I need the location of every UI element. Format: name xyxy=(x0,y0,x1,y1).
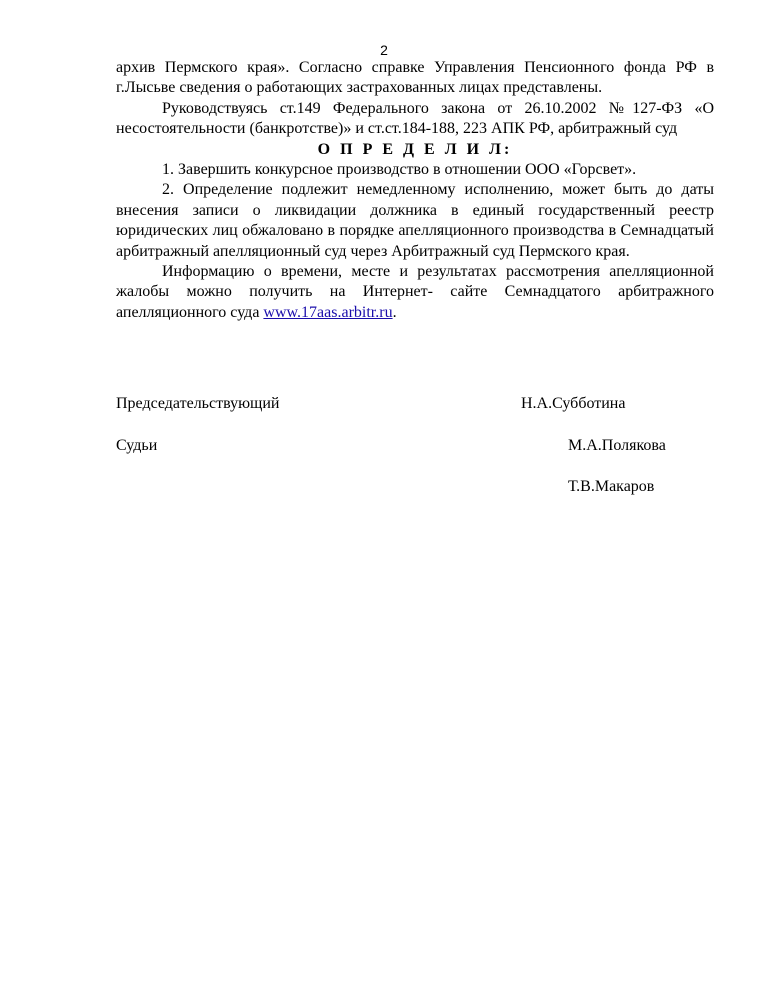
chair-name: Н.А.Субботина xyxy=(521,395,626,412)
judge-1-name: М.А.Полякова xyxy=(568,437,666,454)
chair-role-label: Председательствующий xyxy=(116,395,280,412)
page-number: 2 xyxy=(380,42,388,58)
paragraph-archive-info: архив Пермского края». Согласно справке Управления Пенсионного фонда РФ в г.Лысьве сведения о работающих застрахованных лицах представлены. xyxy=(116,59,714,97)
court-website-link[interactable]: www.17aas.arbitr.ru xyxy=(263,303,393,321)
document-body xyxy=(116,58,714,323)
appeal-info-period: . xyxy=(392,303,397,321)
decision-heading: О П Р Е Д Е Л И Л: xyxy=(317,140,513,158)
decision-item-2: 2. Определение подлежит немедленному исполнению, может быть до даты внесения записи о ликвидации должника в единый государственный реестр юридических лиц обжаловано в порядке апелляционного производства в Семнадцатый арбитражный апелляционный суд через Арбитражный суд Пермского края. xyxy=(116,181,714,260)
paragraph-legal-basis: Руководствуясь ст.149 Федерального закона от 26.10.2002 №127-ФЗ «О несостоятельности (банкротстве)» и ст.ст.184-188, 223 АПК РФ, арбитражный суд xyxy=(116,99,714,138)
paragraph-appeal-info xyxy=(116,262,714,323)
appeal-info-text: Информацию о времени, месте и результатах рассмотрения апелляционной жалобы можно получить на Интернет- сайте Семнадцатого арбитражного апелляционного суда xyxy=(116,263,714,321)
decision-item-1: 1. Завершить конкурсное производство в отношении ООО «Горсвет». xyxy=(162,161,637,179)
judge-2-name: Т.В.Макаров xyxy=(568,478,655,495)
judges-role-label: Судьи xyxy=(116,437,158,454)
